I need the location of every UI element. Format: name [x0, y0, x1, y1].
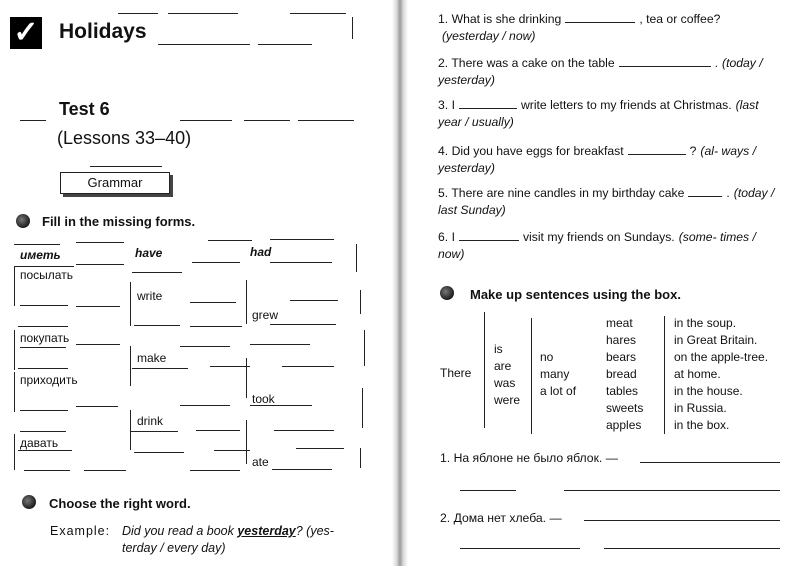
check-mark-icon: ✓ — [10, 17, 42, 49]
question-text: I — [451, 98, 455, 112]
header-present: have — [135, 246, 163, 260]
box-word: was — [494, 376, 516, 390]
task-number: 2. — [440, 511, 451, 525]
question-number: 2. — [438, 56, 449, 70]
box-word: many — [540, 367, 570, 381]
question-number: 1. — [438, 12, 449, 26]
question-text: Did you have eggs for breakfast — [451, 144, 624, 158]
question-hint: (yesterday / now) — [442, 29, 536, 43]
book-spine — [392, 0, 408, 566]
grammar-label: Grammar — [60, 172, 170, 194]
question-hint: (al- ways / yesterday) — [438, 144, 756, 175]
answer-line[interactable] — [460, 490, 516, 491]
box-word: is — [494, 342, 503, 356]
example-hint: terday / every day) — [122, 541, 226, 555]
question-hint: (some- times / now) — [438, 230, 756, 261]
answer-line[interactable] — [460, 548, 580, 549]
section-choose-word: Choose the right word. — [49, 496, 191, 511]
test-title: Test 6 — [59, 99, 110, 119]
box-word: are — [494, 359, 512, 373]
table-cell: покупать — [20, 331, 70, 345]
question-text-after: , tea or coffee? — [639, 12, 721, 26]
box-word: bread — [606, 367, 637, 381]
task-text: Дома нет хлеба. — — [453, 511, 562, 525]
question-text: What is she drinking — [451, 12, 562, 26]
question-text: I — [451, 230, 455, 244]
example-answer: yesterday — [237, 524, 296, 538]
example-label: Example: — [50, 524, 111, 538]
sentence-box — [408, 0, 800, 566]
section-make-sentences: Make up sentences using the box. — [470, 287, 681, 302]
question-text-after: ? — [689, 144, 697, 158]
section-bullet-icon — [22, 495, 36, 509]
table-cell: drink — [137, 414, 164, 428]
box-word: hares — [606, 333, 637, 347]
left-page — [0, 0, 392, 566]
box-word: apples — [606, 418, 642, 432]
table-cell: посылать — [20, 268, 73, 282]
task-number: 1. — [440, 451, 451, 465]
question-text: There was a cake on the table — [451, 56, 615, 70]
question-hint: (today / yesterday) — [438, 56, 763, 87]
question-number: 5. — [438, 186, 449, 200]
example-after: ? (yes- — [295, 524, 334, 538]
box-word: were — [494, 393, 521, 407]
page-title: Holidays — [59, 20, 147, 43]
lessons-range: (Lessons 33–40) — [57, 128, 192, 148]
header-infinitive-ru: иметь — [20, 248, 61, 262]
box-word: at home. — [674, 367, 721, 381]
header-past: had — [250, 245, 272, 259]
translation-item — [440, 510, 780, 527]
box-there: There — [440, 366, 472, 380]
box-word: in the box. — [674, 418, 730, 432]
question-text-after: write letters to my friends at Christmas. — [520, 98, 732, 112]
table-cell: write — [137, 289, 163, 303]
question-number: 6. — [438, 230, 449, 244]
box-word: bears — [606, 350, 637, 364]
table-cell: took — [252, 392, 275, 406]
translation-item — [440, 450, 780, 467]
question-text-after: . — [714, 56, 719, 70]
box-word: tables — [606, 384, 639, 398]
box-word: in the soup. — [674, 316, 737, 330]
table-cell: ate — [252, 455, 269, 469]
task-text: На яблоне не было яблок. — — [453, 451, 618, 465]
box-word: meat — [606, 316, 633, 330]
question-text: There are nine candles in my birthday cake — [451, 186, 685, 200]
question-hint: (last year / usually) — [438, 98, 759, 129]
box-word: in Great Britain. — [674, 333, 758, 347]
answer-line[interactable] — [584, 520, 780, 521]
box-word: sweets — [606, 401, 644, 415]
question-text-after: . — [726, 186, 730, 200]
table-cell: давать — [20, 436, 59, 450]
verb-forms-table — [0, 0, 392, 566]
answer-line[interactable] — [604, 548, 780, 549]
box-word: a lot of — [540, 384, 577, 398]
example-before: Did you read a book — [122, 524, 238, 538]
box-word: on the apple-tree. — [674, 350, 769, 364]
table-cell: приходить — [20, 373, 78, 387]
right-page — [408, 0, 800, 566]
box-word: in Russia. — [674, 401, 727, 415]
table-cell: grew — [252, 308, 279, 322]
table-cell: make — [137, 351, 167, 365]
answer-line[interactable] — [564, 490, 780, 491]
box-word: no — [540, 350, 554, 364]
question-hint: (today / last Sunday) — [438, 186, 775, 217]
question-number: 3. — [438, 98, 449, 112]
section-fill-forms: Fill in the missing forms. — [42, 214, 196, 229]
answer-line[interactable] — [640, 462, 780, 463]
question-number: 4. — [438, 144, 449, 158]
question-text-after: visit my friends on Sundays. — [522, 230, 675, 244]
box-word: in the house. — [674, 384, 743, 398]
